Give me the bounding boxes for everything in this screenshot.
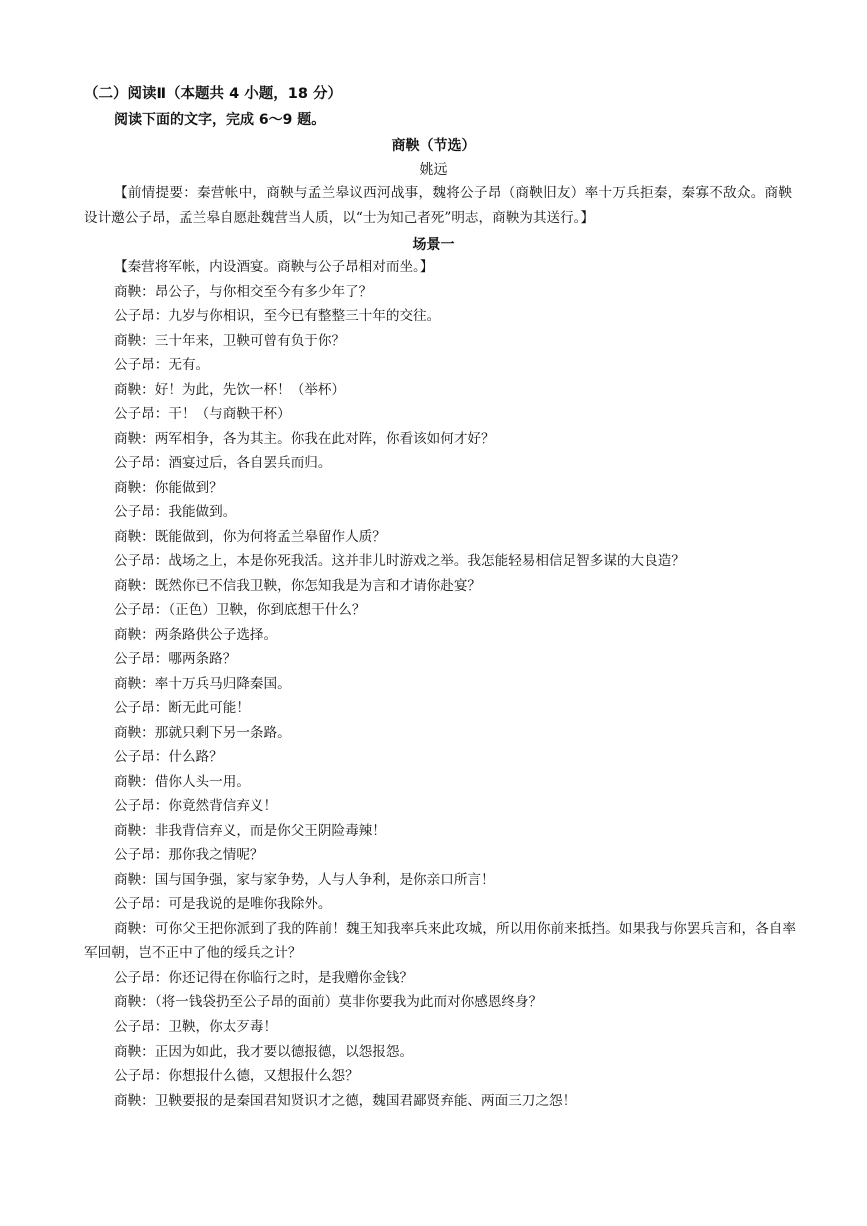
dialogue-line: 商鞅：卫鞅要报的是秦国君知贤识才之德，魏国君鄙贤弃能、两面三刀之怨！ xyxy=(114,1092,577,1109)
dialogue-line: 公子昂：九岁与你相识，至今已有整整三十年的交往。 xyxy=(114,308,441,325)
dialogue-line: 公子昂：你还记得在你临行之时，是我赠你金钱？ xyxy=(114,969,414,986)
dialogue-line: 公子昂：无有。 xyxy=(114,357,210,374)
dialogue-line: 商鞅：可你父王把你派到了我的阵前！魏王知我率兵来此攻城，所以用你前来抵挡。如果我与你罢兵言和，各自率军回朝，岂不正中了他的绥兵之计？ xyxy=(84,920,796,962)
dialogue-line: 商鞅：昂公子，与你相交至今有多少年了？ xyxy=(114,283,373,300)
dialogue-line: 商鞅：既然你已不信我卫鞅，你怎知我是为言和才请你赴宴？ xyxy=(114,577,482,594)
dialogue-line: 商鞅：两条路供公子选择。 xyxy=(114,626,278,643)
dialogue-line: 公子昂：卫鞅，你太歹毒！ xyxy=(114,1018,278,1035)
dialogue-line: 公子昂：那你我之情呢？ xyxy=(114,847,264,864)
dialogue-line: 公子昂：你竟然背信弃义！ xyxy=(114,798,278,815)
article-title: 商鞅（节选） xyxy=(391,138,476,154)
dialogue-line: 公子昂：战场之上，本是你死我活。这并非儿时游戏之举。我怎能轻易相信足智多谋的大良造？ xyxy=(114,553,685,570)
dialogue-line: 公子昂：你想报什么德，又想报什么怨？ xyxy=(114,1068,359,1085)
section-heading: （二）阅读Ⅱ（本题共 4 小题，18 分） xyxy=(84,86,342,102)
dialogue-line: 商鞅：三十年来，卫鞅可曾有负于你？ xyxy=(114,332,346,349)
dialogue-line: 商鞅：那就只剩下另一条路。 xyxy=(114,724,291,741)
dialogue-line: 商鞅：（将一钱袋扔至公子昂的面前）莫非你要我为此而对你感恩终身？ xyxy=(114,994,543,1011)
dialogue-line: 商鞅：正因为如此，我才要以德报德，以怨报怨。 xyxy=(114,1043,414,1060)
dialogue-line: 公子昂：（正色）卫鞅，你到底想干什么？ xyxy=(114,602,366,619)
dialogue-line: 公子昂：哪两条路？ xyxy=(114,651,237,668)
dialogue-line: 公子昂：什么路？ xyxy=(114,749,223,766)
scene-title: 场景一 xyxy=(412,237,455,253)
article-author: 姚远 xyxy=(419,162,448,178)
reading-instruction: 阅读下面的文字，完成 6～9 题。 xyxy=(114,112,326,128)
dialogue-line: 商鞅：借你人头一用。 xyxy=(114,773,250,790)
plot-summary: 【前情提要：秦营帐中，商鞅与孟兰皋议西河战事，魏将公子昂（商鞅旧友）率十万兵拒秦，秦寡不敌众。商鞅设计邀公子昂，孟兰皋自愿赴魏营当人质，以“士为知己者死”明志，商鞅为其送行。】 xyxy=(84,185,792,226)
dialogue-line: 公子昂：断无此可能！ xyxy=(114,700,250,717)
dialogue-line: 公子昂：我能做到。 xyxy=(114,504,237,521)
dialogue-line: 商鞅：国与国争强，家与家争势，人与人争利，是你亲口所言！ xyxy=(114,871,495,888)
dialogue-line: 公子昂：酒宴过后，各自罢兵而归。 xyxy=(114,455,332,472)
dialogue-line: 商鞅：两军相争，各为其主。你我在此对阵，你看该如何才好？ xyxy=(114,430,495,447)
dialogue-line: 公子昂：干！（与商鞅干杯） xyxy=(114,406,291,423)
dialogue-body xyxy=(84,255,796,1113)
stage-direction: 【秦营将军帐，内设酒宴。商鞅与公子昂相对而坐。】 xyxy=(114,259,434,275)
dialogue-line: 商鞅：好！为此，先饮一杯！（举杯） xyxy=(114,381,346,398)
dialogue-line: 公子昂：可是我说的是唯你我除外。 xyxy=(114,896,332,913)
dialogue-line: 商鞅：率十万兵马归降秦国。 xyxy=(114,675,291,692)
dialogue-line: 商鞅：非我背信弃义，而是你父王阴险毒辣！ xyxy=(114,822,386,839)
dialogue-line: 商鞅：你能做到？ xyxy=(114,479,223,496)
dialogue-line: 商鞅：既能做到，你为何将孟兰皋留作人质？ xyxy=(114,528,386,545)
